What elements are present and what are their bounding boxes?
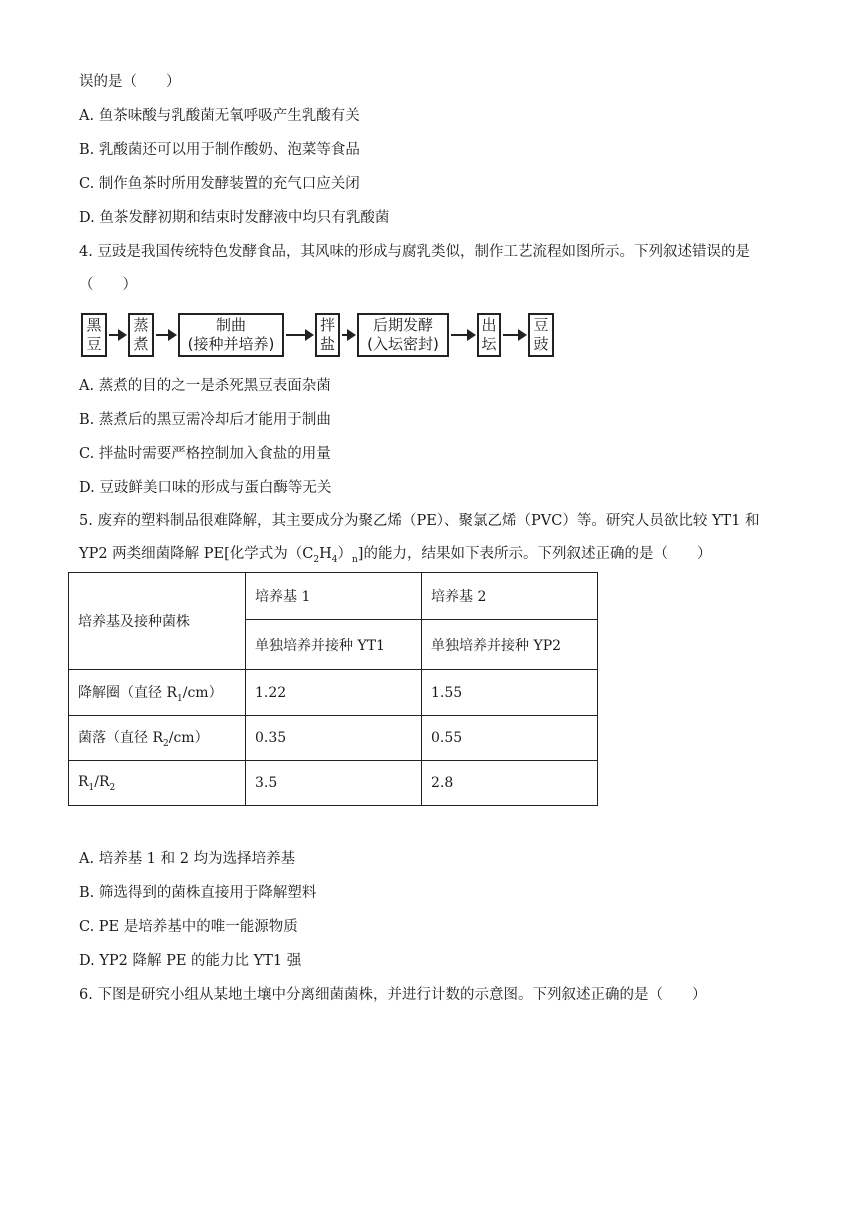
q5-stem-l2-sub3: n xyxy=(352,554,358,565)
flow-box-salting-l1: 拌 xyxy=(319,316,335,334)
r3-label-b: /R xyxy=(94,773,110,790)
q5-stem-l2-b: H xyxy=(319,546,332,562)
table-row-colony-label xyxy=(69,716,246,761)
q3-option-b: B. 乳酸菌还可以用于制作酸奶、泡菜等食品 xyxy=(79,142,360,158)
q4-stem-line2: （ ） xyxy=(79,277,137,293)
flow-arrow-6 xyxy=(503,334,525,336)
q5-stem-line1: 5. 废弃的塑料制品很难降解，其主要成分为聚乙烯（PE）、聚氯乙烯（PVC）等。研究人员欲比较 YT1 和 xyxy=(79,513,760,529)
r1-label-b: /cm） xyxy=(182,684,223,701)
q4-option-c: C. 拌盐时需要严格控制加入食盐的用量 xyxy=(79,446,331,462)
flow-box-late-fermentation-l2: (入坛密封) xyxy=(367,335,439,353)
table-row-degradation-label xyxy=(69,670,246,716)
table-row-ratio-label xyxy=(69,761,246,806)
q5-option-d: D. YP2 降解 PE 的能力比 YT1 强 xyxy=(79,953,302,969)
table-row xyxy=(69,761,598,806)
flow-arrow-2 xyxy=(156,334,175,336)
table-row xyxy=(69,573,598,620)
q5-option-b: B. 筛选得到的菌株直接用于降解塑料 xyxy=(79,885,317,901)
flow-box-koji xyxy=(178,313,284,357)
flow-box-late-fermentation xyxy=(357,313,449,357)
flow-box-douchi-l1: 豆 xyxy=(533,316,549,334)
q4-stem-line1: 4. 豆豉是我国传统特色发酵食品，其风味的形成与腐乳类似，制作工艺流程如图所示。下列叙述错误的是 xyxy=(79,244,750,260)
table-col1-title: 培养基 1 xyxy=(246,573,422,620)
q5-stem-l2-d: ]的能力，结果如下表所示。下列叙述正确的是（ ） xyxy=(357,546,712,562)
flow-box-douchi xyxy=(528,313,554,357)
q3-option-a: A. 鱼茶味酸与乳酸菌无氧呼吸产生乳酸有关 xyxy=(79,108,360,124)
flow-box-black-beans-l2: 豆 xyxy=(86,335,102,353)
q3-option-d: D. 鱼茶发酵初期和结束时发酵液中均只有乳酸菌 xyxy=(79,210,390,226)
table-row xyxy=(69,716,598,761)
flow-box-steaming-l2: 煮 xyxy=(133,335,149,353)
flow-box-koji-l1: 制曲 xyxy=(215,316,246,334)
q5-stem-line2 xyxy=(79,544,711,570)
q5-option-a: A. 培养基 1 和 2 均为选择培养基 xyxy=(79,851,296,867)
flow-box-steaming xyxy=(128,313,154,357)
flow-box-black-beans-l1: 黑 xyxy=(86,316,102,334)
r2-label-sub: 2 xyxy=(163,738,169,749)
table-cell: 3.5 xyxy=(246,761,422,806)
q5-option-c: C. PE 是培养基中的唯一能源物质 xyxy=(79,919,298,935)
r1-label-sub: 1 xyxy=(177,693,183,704)
flow-box-late-fermentation-l1: 后期发酵 xyxy=(372,316,433,334)
flow-arrow-1 xyxy=(109,334,125,336)
table-col2-sub: 单独培养并接种 YP2 xyxy=(422,620,598,670)
table-cell: 0.35 xyxy=(246,716,422,761)
flow-box-koji-l2: (接种并培养) xyxy=(187,335,275,353)
q5-stem-l2-sub2: 4 xyxy=(331,554,338,565)
r3-label-sub-a: 1 xyxy=(88,782,95,793)
q6-stem: 6. 下图是研究小组从某地土壤中分离细菌菌株，并进行计数的示意图。下列叙述正确的是（ ） xyxy=(79,987,707,1003)
q5-stem-l2-c: ） xyxy=(337,546,352,562)
flow-box-black-beans xyxy=(81,313,107,357)
table-col2-title: 培养基 2 xyxy=(422,573,598,620)
flow-box-salting-l2: 盐 xyxy=(319,335,335,353)
flow-box-douchi-l2: 豉 xyxy=(533,335,549,353)
q5-stem-l2-a: YP2 两类细菌降解 PE[化学式为（C xyxy=(79,546,314,562)
flow-arrow-4 xyxy=(342,334,354,336)
table-cell: 1.55 xyxy=(422,670,598,716)
table-col1-sub: 单独培养并接种 YT1 xyxy=(246,620,422,670)
q4-option-d: D. 豆豉鲜美口味的形成与蛋白酶等无关 xyxy=(79,480,332,496)
r3-label-a: R xyxy=(78,773,89,790)
flow-box-unjar-l2: 坛 xyxy=(481,335,497,353)
table-cell: 1.22 xyxy=(246,670,422,716)
r1-label-a: 降解圈（直径 R xyxy=(78,684,177,701)
flow-box-unjar xyxy=(477,313,501,357)
table-cell: 0.55 xyxy=(422,716,598,761)
q3-stem-tail: 误的是（ ） xyxy=(79,74,181,90)
flow-arrow-3 xyxy=(286,334,312,336)
table-cell: 2.8 xyxy=(422,761,598,806)
r2-label-b: /cm） xyxy=(168,730,209,747)
r2-label-a: 菌落（直径 R xyxy=(78,730,163,747)
q5-data-table xyxy=(68,572,598,806)
r3-label-sub-b: 2 xyxy=(109,782,116,793)
table-row xyxy=(69,670,598,716)
flow-arrow-5 xyxy=(451,334,474,336)
flow-box-salting xyxy=(315,313,340,357)
table-header-label: 培养基及接种菌株 xyxy=(69,573,246,670)
flow-box-steaming-l1: 蒸 xyxy=(133,316,149,334)
q4-process-flowchart xyxy=(78,309,558,361)
q4-option-b: B. 蒸煮后的黑豆需冷却后才能用于制曲 xyxy=(79,412,331,428)
q4-option-a: A. 蒸煮的目的之一是杀死黑豆表面杂菌 xyxy=(79,378,331,394)
q5-stem-l2-sub1: 2 xyxy=(313,554,320,565)
flow-box-unjar-l1: 出 xyxy=(481,316,497,334)
q3-option-c: C. 制作鱼茶时所用发酵装置的充气口应关闭 xyxy=(79,176,360,192)
